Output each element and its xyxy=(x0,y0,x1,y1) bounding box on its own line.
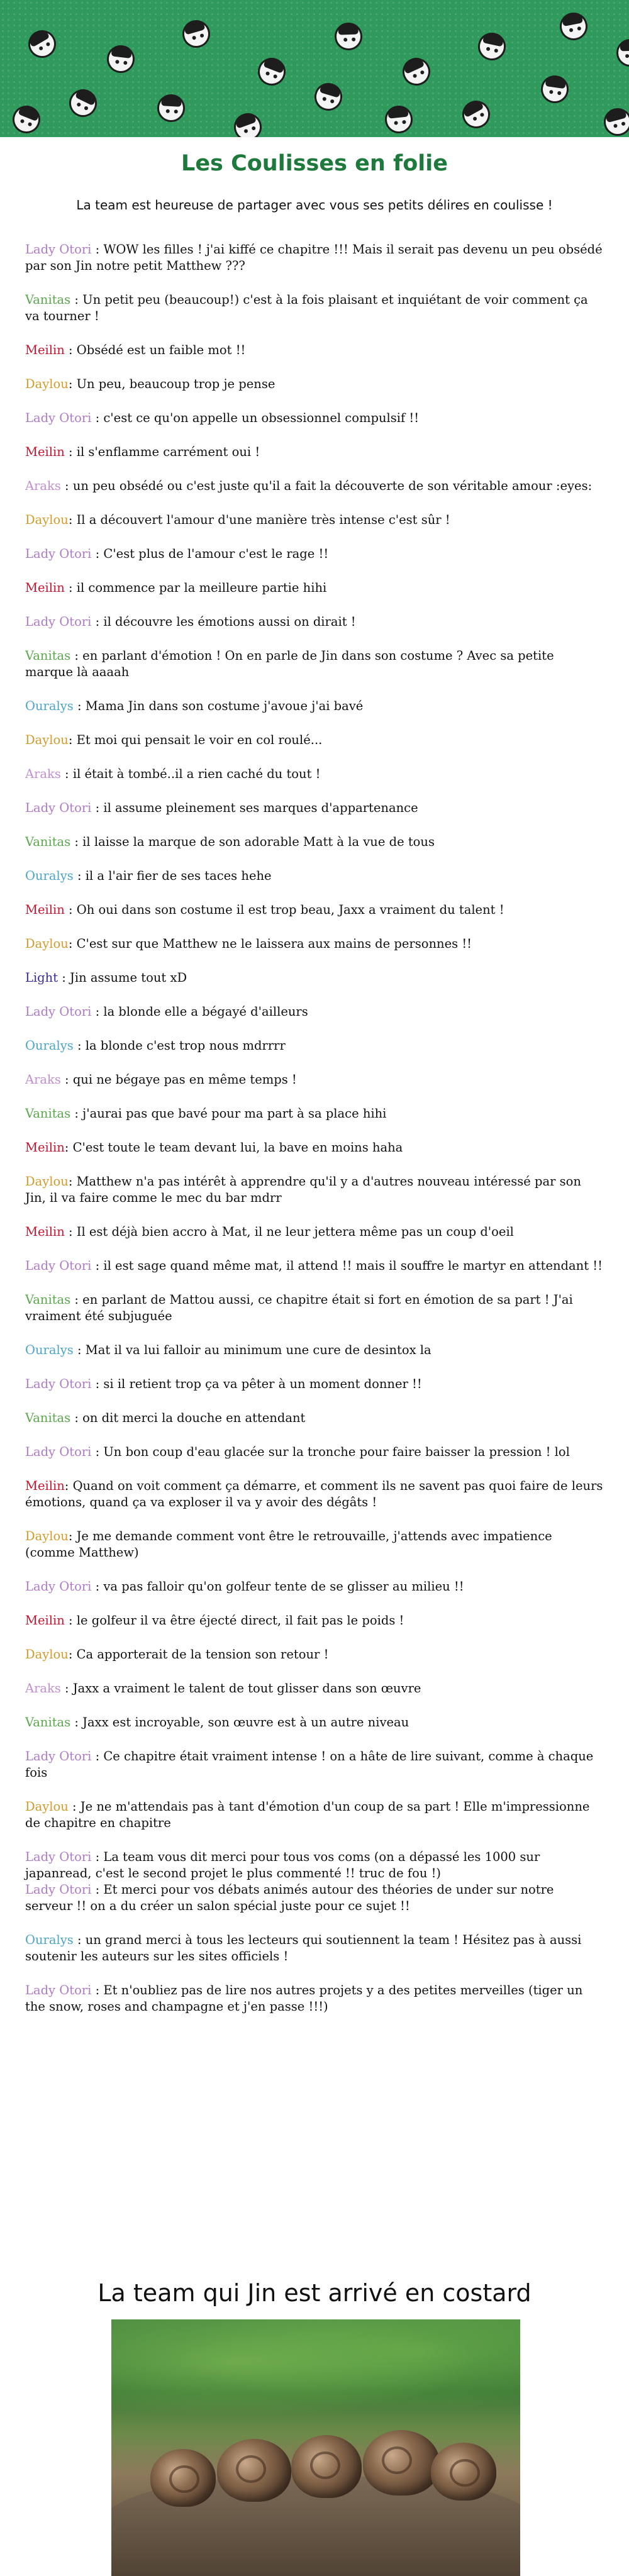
banner-face-icon xyxy=(398,53,435,90)
message-item xyxy=(25,1613,604,1629)
message-author: Ouralys xyxy=(25,1038,74,1053)
message-item xyxy=(25,970,604,986)
message-item xyxy=(25,1106,604,1122)
message-author: Ouralys xyxy=(25,869,74,883)
message-author: Araks xyxy=(25,1681,61,1696)
message-text: Un petit peu (beaucoup!) c'est à la fois plaisant et inquiétant de voir comment ça va tourner ! xyxy=(25,292,588,323)
message-author: Meilin xyxy=(25,580,65,595)
message-text: Et n'oubliez pas de lire nos autres projets y a des petites merveilles (tiger un the snow, roses and champagne et j'en passe !!!) xyxy=(25,1983,583,2014)
message-separator: : xyxy=(73,699,86,713)
message-item xyxy=(25,1982,604,2015)
message-text: il découvre les émotions aussi on dirait ! xyxy=(103,614,356,629)
message-separator: : xyxy=(70,1411,83,1425)
message-author: Vanitas xyxy=(25,1715,71,1729)
message-author: Daylou xyxy=(25,733,69,747)
message-item xyxy=(25,1882,604,1914)
message-author: Lady Otori xyxy=(25,1882,92,1897)
message-text: Un bon coup d'eau glacée sur la tronche pour faire baisser la pression ! lol xyxy=(103,1445,570,1459)
message-separator: : xyxy=(91,1579,104,1594)
message-author: Daylou xyxy=(25,1647,69,1662)
message-text: Mama Jin dans son costume j'avoue j'ai bavé xyxy=(85,699,364,713)
team-photo-snails xyxy=(111,2319,520,2576)
banner-face-icon xyxy=(476,30,508,63)
banner-face-icon xyxy=(230,109,265,137)
message-text: Un peu, beaucoup trop je pense xyxy=(76,377,276,391)
message-author: Meilin xyxy=(25,1224,65,1239)
message-text: la blonde elle a bégayé d'ailleurs xyxy=(103,1004,308,1019)
message-text: un grand merci à tous les lecteurs qui soutiennent la team ! Hésitez pas à aussi soutenir les auteurs sur les sites officiels ! xyxy=(25,1933,582,1963)
message-item xyxy=(25,1072,604,1088)
message-text: il a l'air fier de ses taces hehe xyxy=(85,869,272,883)
message-separator: : xyxy=(91,1882,104,1897)
message-text: Oh oui dans son costume il est trop beau, Jaxx a vraiment du talent ! xyxy=(76,902,504,917)
banner-face-icon xyxy=(65,85,102,122)
message-text: Quand on voit comment ça démarre, et comment ils ne savent pas quoi faire de leurs émotions, quand ça va exploser il va y avoir des dégâts ! xyxy=(25,1479,603,1509)
message-separator: : xyxy=(64,1224,77,1239)
message-author: Meilin xyxy=(25,902,65,917)
message-separator: : xyxy=(60,767,73,781)
message-text: Ce chapitre était vraiment intense ! on a hâte de lire suivant, comme à chaque fois xyxy=(25,1749,594,1780)
message-separator: : xyxy=(70,1715,83,1729)
message-author: Lady Otori xyxy=(25,1850,92,1864)
snail-1 xyxy=(150,2449,216,2507)
message-separator: : xyxy=(64,445,77,459)
banner-face-icon xyxy=(157,94,186,123)
message-text: le golfeur il va être éjecté direct, il fait pas le poids ! xyxy=(76,1613,404,1628)
message-separator: : xyxy=(68,377,77,391)
message-separator: : xyxy=(60,1681,73,1696)
message-separator: : xyxy=(91,1850,104,1864)
message-text: C'est plus de l'amour c'est le rage !! xyxy=(103,547,329,561)
message-item xyxy=(25,1258,604,1274)
message-item xyxy=(25,410,604,426)
message-item xyxy=(25,1579,604,1595)
message-author: Ouralys xyxy=(25,1933,74,1947)
message-text: WOW les filles ! j'ai kiffé ce chapitre !!! Mais il serait pas devenu un peu obsédé par son Jin notre petit Matthew ??? xyxy=(25,242,603,273)
message-text: C'est sur que Matthew ne le laissera aux mains de personnes !! xyxy=(76,936,472,951)
message-separator: : xyxy=(91,547,104,561)
message-author: Lady Otori xyxy=(25,1258,92,1273)
message-item xyxy=(25,342,604,358)
snail-4 xyxy=(363,2430,440,2496)
message-separator: : xyxy=(91,801,104,815)
photo-grass-background xyxy=(111,2319,520,2426)
message-item xyxy=(25,800,604,816)
message-separator: : xyxy=(73,1343,86,1357)
message-author: Lady Otori xyxy=(25,1445,92,1459)
message-separator: : xyxy=(64,902,77,917)
message-item xyxy=(25,478,604,494)
message-text: il était à tombé..il a rien caché du tout ! xyxy=(72,767,321,781)
message-separator: : xyxy=(91,411,104,425)
message-separator: : xyxy=(68,1799,81,1814)
message-item xyxy=(25,732,604,748)
message-separator: : xyxy=(68,513,77,527)
main-content xyxy=(0,137,629,2033)
message-author: Meilin xyxy=(25,343,65,357)
message-author: Araks xyxy=(25,479,61,493)
message-text: Obsédé est un faible mot !! xyxy=(76,343,246,357)
message-text: La team vous dit merci pour tous vos coms (on a dépassé les 1000 sur japanread, c'est le second projet le plus commenté !! truc de fou !) xyxy=(25,1850,540,1880)
message-text: si il retient trop ça va pêter à un moment donner !! xyxy=(103,1377,422,1391)
message-text: Jaxx a vraiment le talent de tout glisser dans son œuvre xyxy=(72,1681,421,1696)
message-text: un peu obsédé ou c'est juste qu'il a fait la découverte de son véritable amour :eyes: xyxy=(72,479,593,493)
message-text: Je me demande comment vont être le retrouvaille, j'attends avec impatience (comme Matthew) xyxy=(25,1529,552,1560)
message-text: Matthew n'a pas intérêt à apprendre qu'il y a d'autres nouveau intéressé par son Jin, il va faire comme le mec du bar mdrr xyxy=(25,1174,581,1205)
message-item xyxy=(25,444,604,460)
message-text: Et moi qui pensait le voir en col roulé... xyxy=(76,733,323,747)
message-item xyxy=(25,1174,604,1206)
banner-face-icon xyxy=(179,17,213,51)
banner-face-icon xyxy=(539,74,571,105)
message-item xyxy=(25,1410,604,1426)
message-text: il assume pleinement ses marques d'appartenance xyxy=(103,801,418,815)
banner-face-icon xyxy=(557,10,590,43)
message-author: Ouralys xyxy=(25,699,74,713)
message-text: va pas falloir qu'on golfeur tente de se glisser au milieu !! xyxy=(103,1579,464,1594)
message-separator: : xyxy=(64,1479,73,1493)
snail-2 xyxy=(217,2439,291,2502)
message-author: Meilin xyxy=(25,1140,65,1155)
message-author: Meilin xyxy=(25,1613,65,1628)
message-text: il commence par la meilleure partie hihi xyxy=(76,580,327,595)
message-text: la blonde c'est trop nous mdrrrr xyxy=(85,1038,286,1053)
header-banner xyxy=(0,0,629,137)
message-text: j'aurai pas que bavé pour ma part à sa place hihi xyxy=(82,1106,387,1121)
message-author: Ouralys xyxy=(25,1343,74,1357)
message-item xyxy=(25,1140,604,1156)
message-item xyxy=(25,1224,604,1240)
message-author: Daylou xyxy=(25,1529,69,1543)
message-text: Jaxx est incroyable, son œuvre est à un autre niveau xyxy=(82,1715,409,1729)
message-author: Vanitas xyxy=(25,1411,71,1425)
message-separator: : xyxy=(91,614,104,629)
message-item xyxy=(25,1444,604,1460)
snail-3 xyxy=(291,2435,362,2498)
message-separator: : xyxy=(91,1983,104,1997)
message-list xyxy=(25,242,604,2015)
message-author: Lady Otori xyxy=(25,614,92,629)
message-item xyxy=(25,648,604,680)
message-separator: : xyxy=(73,1933,86,1947)
message-item xyxy=(25,1292,604,1324)
message-text: qui ne bégaye pas en même temps ! xyxy=(72,1072,297,1087)
message-text: il est sage quand même mat, il attend !! mais il souffre le martyr en attendant !! xyxy=(103,1258,603,1273)
message-item xyxy=(25,1849,604,1882)
message-text: Il est déjà bien accro à Mat, il ne leur jettera même pas un coup d'oeil xyxy=(76,1224,514,1239)
message-separator: : xyxy=(60,1072,73,1087)
message-separator: : xyxy=(68,1174,77,1189)
message-text: Ca apporterait de la tension son retour ! xyxy=(76,1647,329,1662)
banner-face-icon xyxy=(311,80,346,114)
message-item xyxy=(25,1342,604,1358)
message-separator: : xyxy=(91,1377,104,1391)
message-author: Lady Otori xyxy=(25,1983,92,1997)
message-separator: : xyxy=(64,1140,73,1155)
message-item xyxy=(25,868,604,884)
message-author: Daylou xyxy=(25,1174,69,1189)
message-text: Mat il va lui falloir au minimum une cure de desintox la xyxy=(85,1343,431,1357)
message-author: Vanitas xyxy=(25,292,71,307)
message-author: Vanitas xyxy=(25,835,71,849)
message-separator: : xyxy=(64,1613,77,1628)
message-author: Lady Otori xyxy=(25,1579,92,1594)
message-item xyxy=(25,936,604,952)
message-separator: : xyxy=(70,835,83,849)
message-text: C'est toute le team devant lui, la bave en moins haha xyxy=(72,1140,403,1155)
message-text: c'est ce qu'on appelle un obsessionnel compulsif !! xyxy=(103,411,420,425)
banner-face-icon xyxy=(254,54,290,90)
message-item xyxy=(25,242,604,274)
team-section-title: La team qui Jin est arrivé en costard xyxy=(97,2279,532,2307)
message-text: en parlant d'émotion ! On en parle de Jin dans son costume ? Avec sa petite marque là aaaah xyxy=(25,648,554,679)
message-item xyxy=(25,512,604,528)
message-item xyxy=(25,1376,604,1392)
banner-face-icon xyxy=(384,104,414,135)
message-item xyxy=(25,1799,604,1831)
message-item xyxy=(25,1528,604,1561)
banner-face-icon xyxy=(8,101,44,137)
message-separator: : xyxy=(91,1004,104,1019)
message-item xyxy=(25,614,604,630)
page-subtitle: La team est heureuse de partager avec vous ses petits délires en coulisse ! xyxy=(76,197,553,213)
banner-face-icon xyxy=(457,96,495,133)
message-text: il laisse la marque de son adorable Matt à la vue de tous xyxy=(82,835,435,849)
message-author: Vanitas xyxy=(25,1106,71,1121)
message-separator: : xyxy=(70,648,83,663)
message-author: Lady Otori xyxy=(25,547,92,561)
message-separator: : xyxy=(70,1292,83,1307)
message-text: en parlant de Mattou aussi, ce chapitre était si fort en émotion de sa part ! J'ai vraiment été subjuguée xyxy=(25,1292,573,1323)
message-author: Daylou xyxy=(25,936,69,951)
message-item xyxy=(25,1038,604,1054)
message-text: Il a découvert l'amour d'une manière très intense c'est sûr ! xyxy=(76,513,450,527)
message-item xyxy=(25,698,604,714)
message-separator: : xyxy=(73,869,86,883)
banner-face-icon xyxy=(601,105,629,137)
message-author: Daylou xyxy=(25,1799,69,1814)
message-author: Lady Otori xyxy=(25,411,92,425)
message-item xyxy=(25,1646,604,1663)
message-separator: : xyxy=(58,970,70,985)
message-author: Lady Otori xyxy=(25,801,92,815)
message-item xyxy=(25,1748,604,1781)
message-author: Lady Otori xyxy=(25,242,92,257)
message-item xyxy=(25,376,604,392)
message-author: Araks xyxy=(25,1072,61,1087)
message-separator: : xyxy=(68,936,77,951)
message-author: Meilin xyxy=(25,445,65,459)
message-item xyxy=(25,1932,604,1965)
message-author: Daylou xyxy=(25,377,69,391)
message-separator: : xyxy=(70,292,83,307)
message-separator: : xyxy=(91,242,104,257)
message-author: Meilin xyxy=(25,1479,65,1493)
message-separator: : xyxy=(70,1106,83,1121)
message-separator: : xyxy=(64,343,77,357)
banner-face-icon xyxy=(616,39,629,67)
page-title: Les Coulisses en folie xyxy=(181,151,448,176)
banner-face-icon xyxy=(105,43,136,74)
message-separator: : xyxy=(60,479,73,493)
snail-5 xyxy=(431,2443,496,2501)
message-author: Araks xyxy=(25,767,61,781)
message-text: Et merci pour vos débats animés autour des théories de under sur notre serveur !! on a du créer un salon spécial juste pour ce sujet !! xyxy=(25,1882,554,1913)
message-item xyxy=(25,1478,604,1511)
message-text: Jin assume tout xD xyxy=(70,970,187,985)
message-separator: : xyxy=(91,1445,104,1459)
message-text: Je ne m'attendais pas à tant d'émotion d'un coup de sa part ! Elle m'impressionne de chapitre en chapitre xyxy=(25,1799,590,1830)
message-separator: : xyxy=(91,1258,104,1273)
message-item xyxy=(25,546,604,562)
message-item xyxy=(25,834,604,850)
message-author: Lady Otori xyxy=(25,1004,92,1019)
banner-face-icon xyxy=(23,25,61,63)
message-separator: : xyxy=(68,1647,77,1662)
banner-face-icon xyxy=(334,22,363,51)
message-separator: : xyxy=(73,1038,86,1053)
message-item xyxy=(25,902,604,918)
message-separator: : xyxy=(68,733,77,747)
message-author: Vanitas xyxy=(25,1292,71,1307)
message-item xyxy=(25,1680,604,1697)
message-text: il s'enflamme carrément oui ! xyxy=(76,445,260,459)
message-author: Lady Otori xyxy=(25,1377,92,1391)
message-author: Lady Otori xyxy=(25,1749,92,1763)
message-item xyxy=(25,580,604,596)
message-separator: : xyxy=(68,1529,77,1543)
message-item xyxy=(25,766,604,782)
message-item xyxy=(25,1714,604,1731)
message-text: on dit merci la douche en attendant xyxy=(82,1411,306,1425)
message-author: Light xyxy=(25,970,58,985)
message-item xyxy=(25,1004,604,1020)
message-author: Vanitas xyxy=(25,648,71,663)
message-separator: : xyxy=(64,580,77,595)
message-author: Daylou xyxy=(25,513,69,527)
message-item xyxy=(25,292,604,325)
message-separator: : xyxy=(91,1749,104,1763)
